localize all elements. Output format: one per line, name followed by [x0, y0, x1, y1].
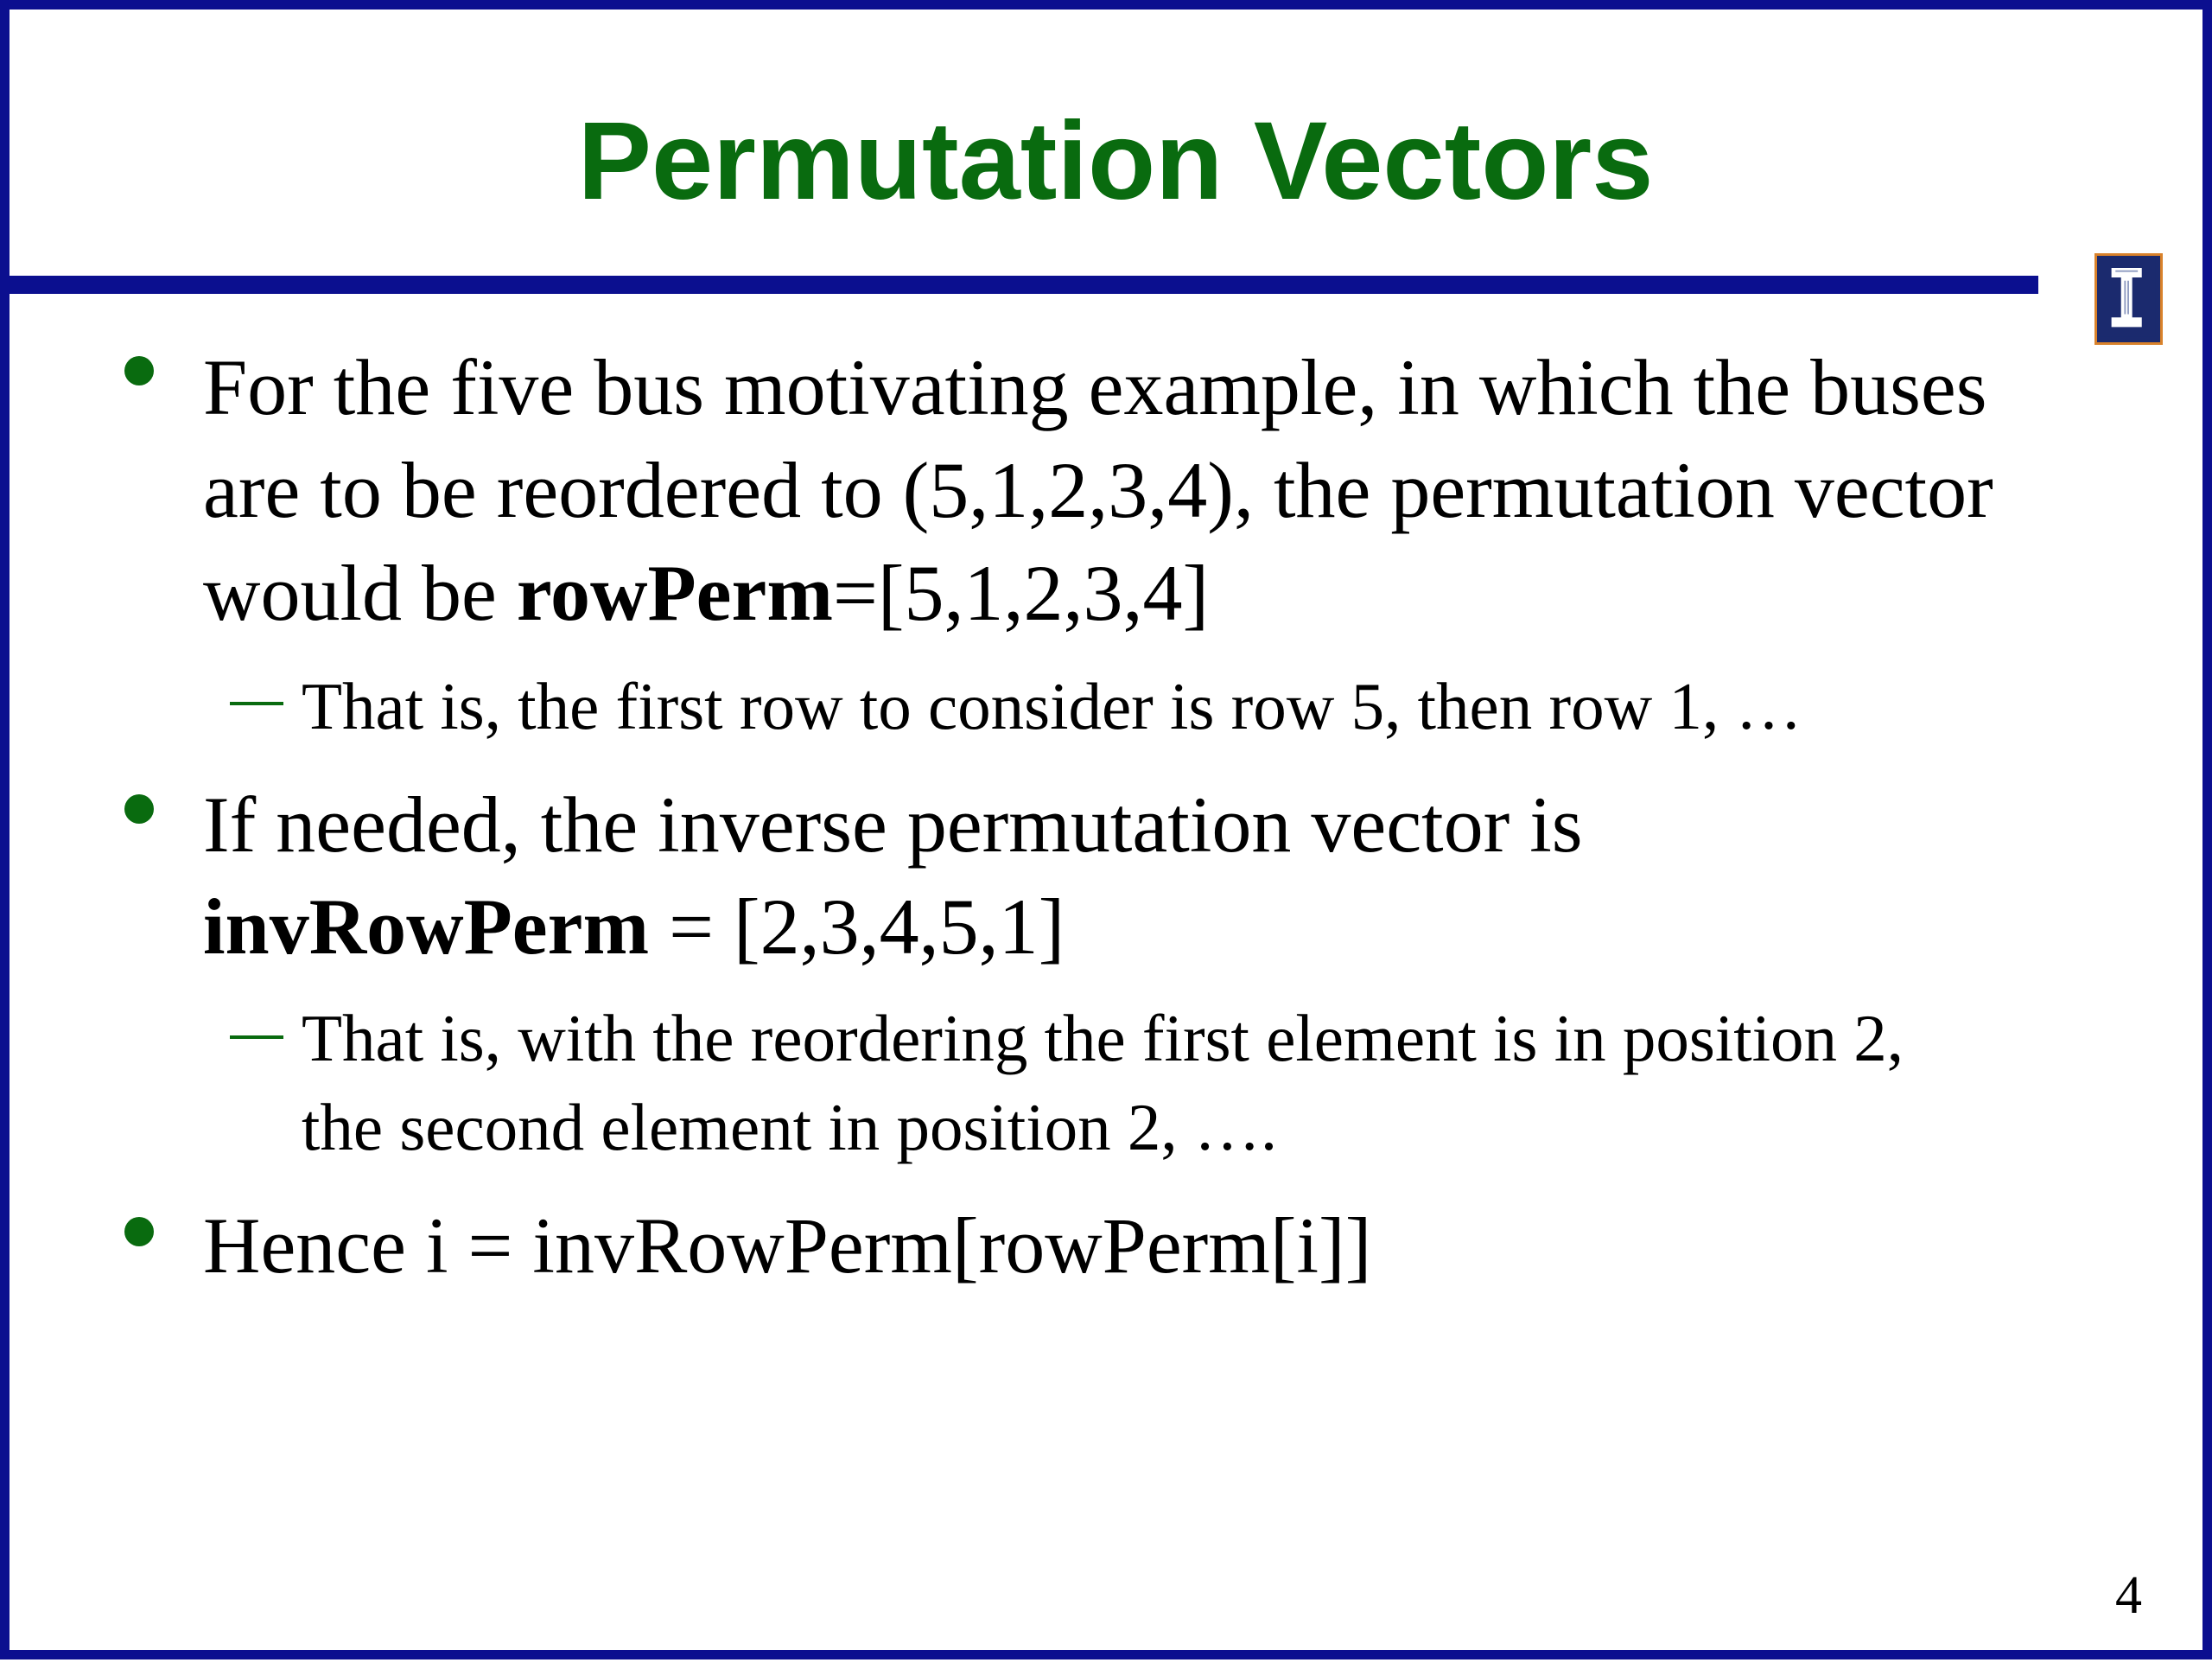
sub-bullet-dash	[230, 702, 283, 705]
bullet-marker	[124, 1217, 154, 1246]
bullet-marker	[124, 356, 154, 385]
bullet-1-line-2: are to be reordered to (5,1,2,3,4), the permutation vector	[203, 446, 1993, 534]
rowperm-term: rowPerm	[516, 549, 833, 637]
page-number: 4	[2115, 1566, 2142, 1625]
sub-bullet-2-line-1: That is, with the reordering the first element is in position 2,	[302, 1001, 1904, 1075]
sub-bullet-1: That is, the first row to consider is row 5, then row 1, …	[302, 669, 1802, 743]
slide-body	[10, 10, 2212, 1669]
bullet-1-line-1: For the five bus motivating example, in which the buses	[203, 343, 1987, 431]
bullet-2-line-1: If needed, the inverse permutation vector is	[203, 780, 1583, 869]
bullet-1-line-3: would be rowPerm=[5,1,2,3,4]	[203, 549, 1210, 637]
sub-bullet-dash	[230, 1035, 283, 1039]
bullet-marker	[124, 794, 154, 824]
sub-bullet-2-line-2: the second element in position 2, ….	[302, 1090, 1278, 1164]
bullet-2-line-2: invRowPerm = [2,3,4,5,1]	[203, 882, 1065, 971]
invrowperm-term: invRowPerm	[203, 882, 650, 971]
slide-title: Permutation Vectors	[577, 99, 1654, 223]
bullet-3-line-1: Hence i = invRowPerm[rowPerm[i]]	[203, 1201, 1372, 1290]
